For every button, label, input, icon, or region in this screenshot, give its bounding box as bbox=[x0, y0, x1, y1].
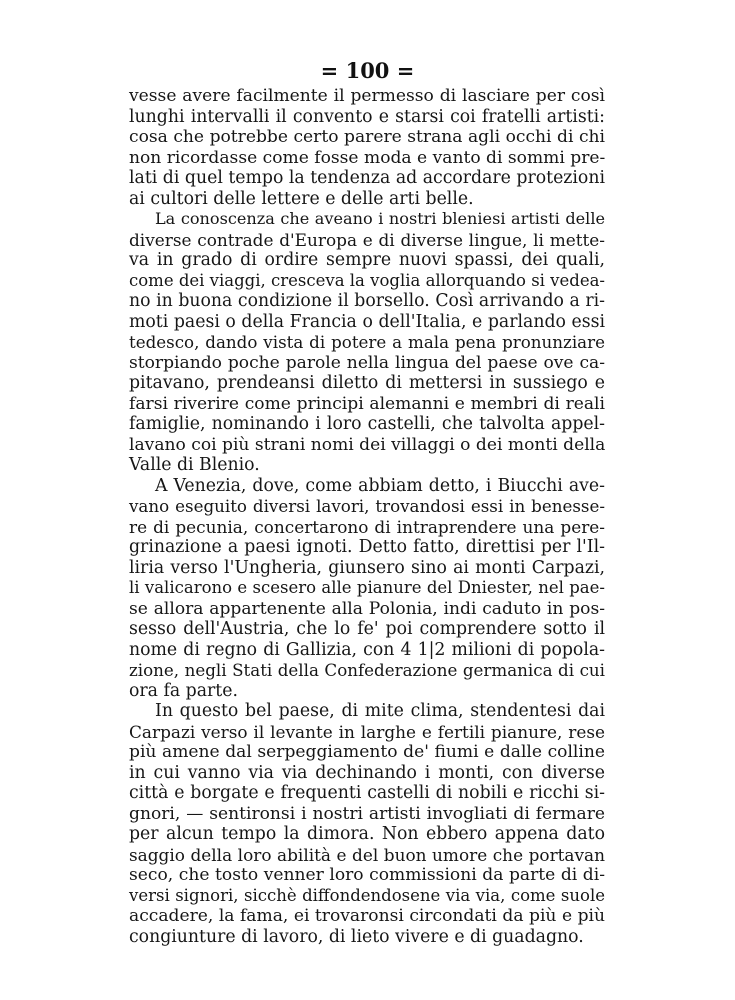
text-line: vano eseguito diversi lavori, trovandosi essi in benesse- bbox=[129, 496, 605, 516]
text-line: congiunture di lavoro, di lieto vivere e di guadagno. bbox=[129, 926, 584, 947]
text-line: storpiando poche parole nella lingua del paese ove ca- bbox=[129, 352, 605, 373]
text-line: non ricordasse come fosse moda e vanto di sommi pre- bbox=[129, 147, 606, 168]
text-line: vesse avere facilmente il permesso di lasciare per così bbox=[129, 86, 605, 106]
text-line: se allora appartenente alla Polonia, indi caduto in pos- bbox=[129, 598, 605, 619]
text-line: va in grado di ordire sempre nuovi spassi, dei quali, bbox=[129, 250, 605, 270]
text-line: ora fa parte. bbox=[129, 680, 238, 701]
text-line: in cui vanno via via dechinando i monti, con diverse bbox=[129, 762, 605, 783]
text-line: In questo bel paese, di mite clima, stendentesi dai bbox=[155, 701, 605, 721]
text-line: grinazione a paesi ignoti. Detto fatto, direttisi per l'Il- bbox=[129, 537, 605, 557]
text-line: saggio della loro abilità e del buon umore che portavan bbox=[129, 844, 605, 865]
text-line: Carpazi verso il levante in larghe e fertili pianure, rese bbox=[129, 721, 605, 742]
text-line: Valle di Blenio. bbox=[129, 455, 260, 475]
text-line: versi signori, sicchè diffondendosene via via, come suole bbox=[129, 885, 605, 905]
text-line: cosa che potrebbe certo parere strana agli occhi di chi bbox=[129, 127, 605, 147]
text-line: per alcun tempo la dimora. Non ebbero appena dato bbox=[129, 824, 605, 844]
text-line: zione, negli Stati della Confederazione germanica di cui bbox=[129, 660, 605, 680]
text-line: sesso dell'Austria, che lo fe' poi comprendere sotto il bbox=[129, 619, 605, 639]
text-line: città e borgate e frequenti castelli di nobili e ricchi si- bbox=[129, 783, 605, 803]
text-line: La conoscenza che aveano i nostri bleniesi artisti delle bbox=[155, 209, 605, 228]
text-line: nome di regno di Gallizia, con 4 1|2 milioni di popola- bbox=[129, 639, 605, 660]
text-line: moti paesi o della Francia o dell'Italia, e parlando essi bbox=[129, 311, 605, 332]
text-line: A Venezia, dove, come abbiam detto, i Biucchi ave- bbox=[155, 475, 605, 496]
text-line: gnori, — sentironsi i nostri artisti invogliati di fermare bbox=[129, 803, 605, 824]
text-line: più amene dal serpeggiamento de' fiumi e dalle colline bbox=[129, 742, 605, 762]
text-line: famiglie, nominando i loro castelli, che talvolta appel- bbox=[129, 414, 605, 434]
text-line: farsi riverire come principi alemanni e membri di reali bbox=[129, 393, 605, 414]
text-line: seco, che tosto venner loro commissioni da parte di di- bbox=[129, 865, 605, 885]
text-line: no in buona condizione il borsello. Così arrivando a ri- bbox=[129, 291, 605, 311]
text-line: lati di quel tempo la tendenza ad accordare protezioni bbox=[129, 168, 605, 188]
text-line: ai cultori delle lettere e delle arti belle. bbox=[129, 188, 474, 209]
text-line: come dei viaggi, cresceva la voglia allorquando si vedea- bbox=[129, 270, 606, 290]
text-line: liria verso l'Ungheria, giunsero sino ai monti Carpazi, bbox=[129, 557, 605, 578]
text-line: li valicarono e scesero alle pianure del Dniester, nel pae- bbox=[129, 578, 605, 597]
text-line: lavano coi più strani nomi dei villaggi o dei monti della bbox=[129, 434, 606, 455]
text-line: re di pecunia, concertarono di intraprendere una pere- bbox=[129, 516, 605, 537]
text-line: pitavano, prendeansi diletto di mettersi in sussiego e bbox=[129, 373, 605, 393]
text-line: accadere, la fama, ei trovaronsi circondati da più e più bbox=[129, 906, 605, 926]
text-line: diverse contrade d'Europa e di diverse lingue, li mette- bbox=[129, 229, 605, 250]
body-text bbox=[129, 86, 605, 947]
text-line: tedesco, dando vista di potere a mala pena pronunziare bbox=[129, 332, 605, 352]
text-line: lunghi intervalli il convento e starsi coi fratelli artisti: bbox=[129, 106, 605, 127]
page-number: = 100 = bbox=[320, 58, 415, 83]
